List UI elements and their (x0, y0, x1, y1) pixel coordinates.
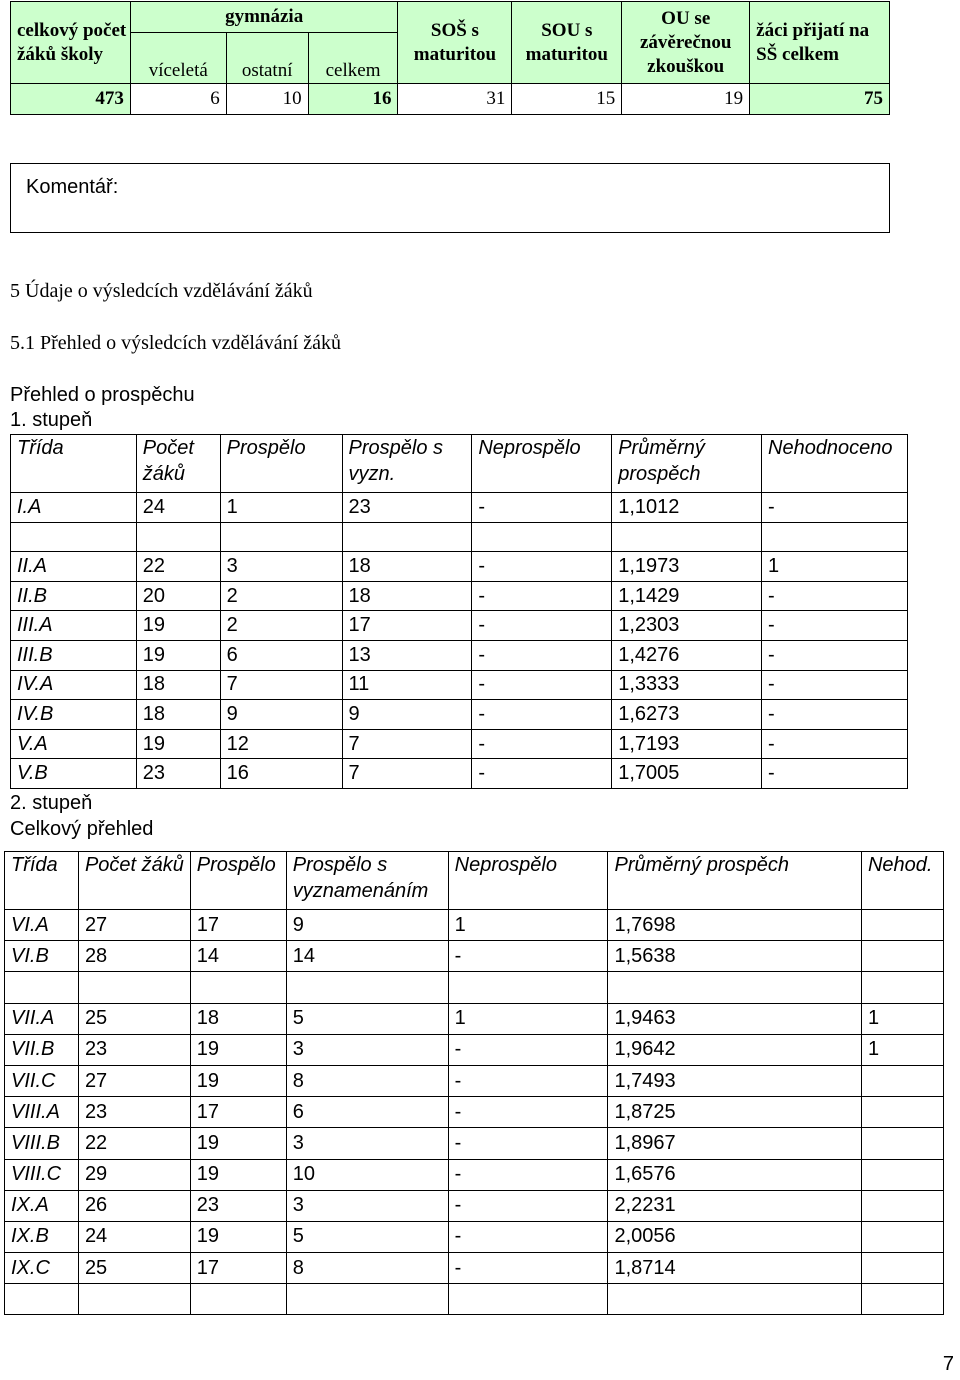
table-cell: 19 (190, 1159, 286, 1190)
table-row (5, 1159, 944, 1190)
table-cell: III.A (11, 611, 137, 641)
table-cell: IX.B (5, 1221, 79, 1252)
table-cell: 24 (136, 493, 220, 523)
table-cell: 23 (190, 1190, 286, 1221)
table-cell: 19 (190, 1221, 286, 1252)
table-cell: 9 (286, 910, 448, 941)
table-cell: - (448, 941, 608, 972)
table-cell (861, 941, 943, 972)
table-cell: 16 (220, 759, 342, 789)
stage1-table (10, 434, 908, 789)
table-row (11, 611, 908, 641)
table-cell: 1 (861, 1034, 943, 1065)
cell-sos: 31 (398, 84, 512, 115)
table-cell: 1,4276 (612, 640, 762, 670)
stage2-table (4, 851, 944, 1315)
table-cell: 5 (286, 1221, 448, 1252)
table-cell: 25 (78, 1253, 190, 1284)
table-cell: VII.A (5, 1003, 79, 1034)
stage2-label: 2. stupeň (10, 792, 93, 814)
table-cell (861, 1128, 943, 1159)
table-cell: - (472, 729, 612, 759)
table-cell (861, 1065, 943, 1096)
table-cell: 18 (190, 1003, 286, 1034)
table-cell: 1,9642 (608, 1034, 862, 1065)
table-row (5, 1003, 944, 1034)
table-cell: 1,7493 (608, 1065, 862, 1096)
table-cell: 18 (342, 581, 472, 611)
table-cell: 19 (136, 729, 220, 759)
table-cell: V.A (11, 729, 137, 759)
table-cell: 23 (136, 759, 220, 789)
table-cell: - (448, 1097, 608, 1128)
table-cell: 1 (448, 910, 608, 941)
table-cell: - (472, 759, 612, 789)
table-cell: VII.C (5, 1065, 79, 1096)
table-row (11, 759, 908, 789)
table-cell (11, 522, 137, 552)
table-cell: I.A (11, 493, 137, 523)
table-cell: VIII.C (5, 1159, 79, 1190)
table-cell: - (472, 700, 612, 730)
table-cell: 1,6576 (608, 1159, 862, 1190)
stage2-rows (5, 910, 944, 1315)
table-row (11, 700, 908, 730)
table-cell: - (762, 493, 908, 523)
table-cell (612, 522, 762, 552)
table-cell: VIII.A (5, 1097, 79, 1128)
header-admitted: žáci přijatí na SŠ celkem (750, 2, 890, 84)
table-cell: - (448, 1253, 608, 1284)
table-cell (286, 972, 448, 1003)
table-cell: 1,7005 (612, 759, 762, 789)
table-cell: - (472, 493, 612, 523)
table-row (11, 670, 908, 700)
table-row (5, 972, 944, 1003)
cell-ostatni: 10 (226, 84, 308, 115)
table-cell: 9 (220, 700, 342, 730)
table-cell (861, 1190, 943, 1221)
table-cell (190, 972, 286, 1003)
table-cell: 1,6273 (612, 700, 762, 730)
table-cell (861, 910, 943, 941)
table-cell: V.B (11, 759, 137, 789)
table-cell: - (762, 670, 908, 700)
table-cell: 19 (190, 1128, 286, 1159)
stage1-rows (11, 493, 908, 789)
table-cell: 17 (190, 1097, 286, 1128)
table-cell (5, 972, 79, 1003)
table-cell (448, 1284, 608, 1315)
table-cell: 1,5638 (608, 941, 862, 972)
table-cell: 27 (78, 910, 190, 941)
header-ostatni: ostatní (226, 33, 308, 84)
table-cell: 6 (220, 640, 342, 670)
table-cell: 8 (286, 1253, 448, 1284)
table-cell: 1,8725 (608, 1097, 862, 1128)
table-cell (190, 1284, 286, 1315)
table-cell: 8 (286, 1065, 448, 1096)
table-cell: 14 (286, 941, 448, 972)
table-cell: 3 (286, 1034, 448, 1065)
table-cell (861, 1159, 943, 1190)
table-cell: 12 (220, 729, 342, 759)
table-row (11, 640, 908, 670)
table-cell: - (762, 581, 908, 611)
table-cell: 22 (78, 1128, 190, 1159)
cell-viceleta: 6 (130, 84, 226, 115)
table-cell: - (448, 1159, 608, 1190)
table-cell: 2 (220, 611, 342, 641)
table-row (5, 1128, 944, 1159)
overview-label: Přehled o prospěchu (10, 384, 195, 406)
table-cell: 19 (136, 611, 220, 641)
table-row (11, 729, 908, 759)
header-total-pupils: celkový počet žáků školy (11, 2, 131, 84)
table-cell: 1,1012 (612, 493, 762, 523)
table-cell: 19 (190, 1034, 286, 1065)
table-cell: VII.B (5, 1034, 79, 1065)
table-cell: 3 (286, 1128, 448, 1159)
header-celkem: celkem (308, 33, 398, 84)
table-cell: - (762, 611, 908, 641)
school-summary-table (10, 1, 890, 115)
table-cell: 1,7698 (608, 910, 862, 941)
table-cell (78, 972, 190, 1003)
table-cell: 1,1973 (612, 552, 762, 582)
table-cell: 1,2303 (612, 611, 762, 641)
table-cell: 20 (136, 581, 220, 611)
table-cell: 1,9463 (608, 1003, 862, 1034)
table-cell (472, 522, 612, 552)
table-cell: - (762, 759, 908, 789)
table-cell (861, 1284, 943, 1315)
cell-total-pupils: 473 (11, 84, 131, 115)
table-cell: 3 (220, 552, 342, 582)
table-cell: - (472, 552, 612, 582)
header-gymnazia: gymnázia (130, 2, 398, 33)
cell-ou: 19 (622, 84, 750, 115)
header-sou: SOU s maturitou (512, 2, 622, 84)
table-cell: 1,8967 (608, 1128, 862, 1159)
table-cell: - (762, 700, 908, 730)
table-cell: IX.A (5, 1190, 79, 1221)
table-cell: VI.A (5, 910, 79, 941)
table-cell (861, 1221, 943, 1252)
table-cell: VI.B (5, 941, 79, 972)
table-cell: - (448, 1128, 608, 1159)
table-row (5, 1190, 944, 1221)
col-header-pupils: Počet žáků (78, 852, 190, 910)
overall-label: Celkový přehled (10, 818, 154, 840)
table-cell (861, 1253, 943, 1284)
table-cell: 23 (342, 493, 472, 523)
col-header-passed: Prospělo (220, 435, 342, 493)
subsection-heading: 5.1 Přehled o výsledcích vzdělávání žáků (10, 332, 341, 354)
cell-celkem: 16 (308, 84, 398, 115)
col-header-class: Třída (5, 852, 79, 910)
col-header-average: Průměrný prospěch (608, 852, 862, 910)
table-cell: 22 (136, 552, 220, 582)
table-cell: 11 (342, 670, 472, 700)
table-cell: 3 (286, 1190, 448, 1221)
stage1-label: 1. stupeň (10, 409, 93, 431)
table-cell: 7 (342, 759, 472, 789)
table-cell: 23 (78, 1034, 190, 1065)
table-cell: 1 (861, 1003, 943, 1034)
cell-admitted: 75 (750, 84, 890, 115)
table-cell: IV.B (11, 700, 137, 730)
table-cell (448, 972, 608, 1003)
table-cell: - (448, 1190, 608, 1221)
table-row (11, 493, 908, 523)
table-cell: 29 (78, 1159, 190, 1190)
table-row (5, 1097, 944, 1128)
table-cell: - (448, 1034, 608, 1065)
table-cell: 7 (342, 729, 472, 759)
table-cell: - (472, 611, 612, 641)
table-cell: 1,3333 (612, 670, 762, 700)
table-cell: - (762, 729, 908, 759)
table-cell: VIII.B (5, 1128, 79, 1159)
table-cell: II.A (11, 552, 137, 582)
header-sos: SOŠ s maturitou (398, 2, 512, 84)
section-heading: 5 Údaje o výsledcích vzdělávání žáků (10, 280, 313, 302)
table-cell: 2,0056 (608, 1221, 862, 1252)
table-row (5, 910, 944, 941)
table-row (5, 1253, 944, 1284)
col-header-unassessed: Nehodnoceno (762, 435, 908, 493)
col-header-passed: Prospělo (190, 852, 286, 910)
table-cell: 10 (286, 1159, 448, 1190)
table-cell: 26 (78, 1190, 190, 1221)
table-cell: IV.A (11, 670, 137, 700)
table-row (11, 522, 908, 552)
table-cell: 18 (136, 670, 220, 700)
table-cell: 28 (78, 941, 190, 972)
table-cell (78, 1284, 190, 1315)
table-row (5, 1034, 944, 1065)
table-cell: II.B (11, 581, 137, 611)
table-cell: III.B (11, 640, 137, 670)
table-cell: 23 (78, 1097, 190, 1128)
table-cell: 5 (286, 1003, 448, 1034)
table-cell: 14 (190, 941, 286, 972)
col-header-failed: Neprospělo (472, 435, 612, 493)
col-header-passed-honours: Prospělo s vyznamenáním (286, 852, 448, 910)
table-cell: 6 (286, 1097, 448, 1128)
table-cell: 1 (762, 552, 908, 582)
comment-label: Komentář: (26, 176, 119, 198)
col-header-pupils: Počet žáků (136, 435, 220, 493)
table-cell: - (472, 640, 612, 670)
comment-box (10, 163, 890, 233)
header-ou: OU se závěrečnou zkouškou (622, 2, 750, 84)
page-number: 7 (942, 1353, 954, 1375)
table-cell: - (448, 1221, 608, 1252)
table-cell: 19 (136, 640, 220, 670)
table-cell (608, 1284, 862, 1315)
col-header-average: Průměrný prospěch (612, 435, 762, 493)
table-cell: 18 (342, 552, 472, 582)
table-row (5, 1284, 944, 1315)
table-cell: 18 (136, 700, 220, 730)
table-cell: 1 (448, 1003, 608, 1034)
table-cell: 13 (342, 640, 472, 670)
table-cell: 17 (342, 611, 472, 641)
table-cell (861, 1097, 943, 1128)
header-viceleta: víceletá (130, 33, 226, 84)
cell-sou: 15 (512, 84, 622, 115)
table-cell (286, 1284, 448, 1315)
table-row (5, 1221, 944, 1252)
table-cell: IX.C (5, 1253, 79, 1284)
table-cell: - (762, 640, 908, 670)
table-cell (220, 522, 342, 552)
table-cell (136, 522, 220, 552)
table-cell: 1,7193 (612, 729, 762, 759)
table-cell: 27 (78, 1065, 190, 1096)
table-cell: 2 (220, 581, 342, 611)
col-header-passed-honours: Prospělo s vyzn. (342, 435, 472, 493)
table-cell: 25 (78, 1003, 190, 1034)
table-cell (861, 972, 943, 1003)
table-cell: 17 (190, 910, 286, 941)
table-cell: 7 (220, 670, 342, 700)
table-cell: - (448, 1065, 608, 1096)
table-cell: 17 (190, 1253, 286, 1284)
col-header-unassessed: Nehod. (861, 852, 943, 910)
table-cell: 1,1429 (612, 581, 762, 611)
table-cell (5, 1284, 79, 1315)
col-header-failed: Neprospělo (448, 852, 608, 910)
table-cell: 24 (78, 1221, 190, 1252)
table-cell (608, 972, 862, 1003)
table-cell: - (472, 581, 612, 611)
col-header-class: Třída (11, 435, 137, 493)
table-cell: - (472, 670, 612, 700)
table-cell (342, 522, 472, 552)
table-cell: 1,8714 (608, 1253, 862, 1284)
table-cell (762, 522, 908, 552)
table-row (11, 581, 908, 611)
table-row (5, 941, 944, 972)
table-cell: 1 (220, 493, 342, 523)
table-cell: 2,2231 (608, 1190, 862, 1221)
table-cell: 19 (190, 1065, 286, 1096)
table-row (5, 1065, 944, 1096)
table-row (11, 552, 908, 582)
table-cell: 9 (342, 700, 472, 730)
